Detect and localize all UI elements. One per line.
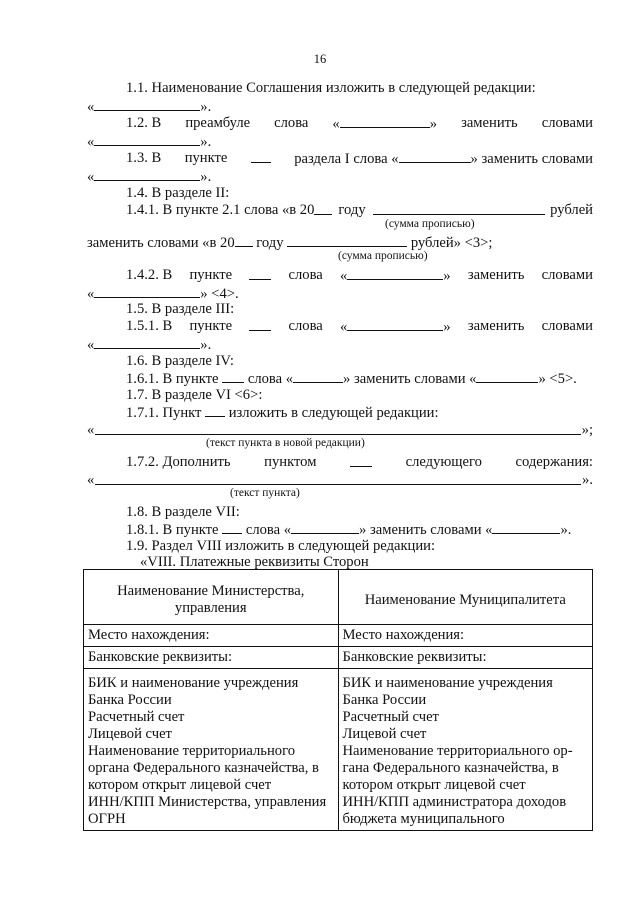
item-1-5-1-blank-line: « ». <box>87 337 212 353</box>
blank-field <box>350 453 372 467</box>
blank-field <box>94 167 200 181</box>
item-1-8-1: 1.8.1. В пункте слова « » заменить словами « ». <box>126 522 572 538</box>
item-1-4-1-word: рублей <box>550 202 593 218</box>
ministry-details-cell: БИК и наименование учреждения Банка России Расчетный счет Лицевой счет Наименование территориального органа Федерального казначейства, в котором открыт лицевой счет ИНН/КПП Министерства, управления ОГРН <box>84 669 339 831</box>
municipality-bank-cell: Банковские реквизиты: <box>338 647 593 669</box>
item-1-6-1: 1.6.1. В пункте слова « » заменить словами « » <5>. <box>126 371 577 387</box>
blank-field <box>222 520 242 534</box>
item-1-7-2-blank-line: « ». <box>87 472 593 488</box>
municipality-location-cell: Место нахождения: <box>338 625 593 647</box>
blank-field <box>340 114 430 128</box>
item-1-7-1-blank-line: « »; <box>87 422 593 438</box>
table-row <box>84 647 593 669</box>
item-1-9: 1.9. Раздел VIII изложить в следующей редакции: <box>126 538 436 554</box>
item-1-4-2-blank-line: « » <4>. <box>87 286 239 302</box>
item-1-4-1-text: 1.4.1. В пункте 2.1 слова «в 20 <box>126 202 315 218</box>
note-item-text: (текст пункта) <box>230 487 300 499</box>
blank-field <box>235 233 253 247</box>
blank-field <box>95 421 580 435</box>
blank-field <box>347 266 443 280</box>
blank-field <box>249 317 271 331</box>
item-1-2-word: слова <box>274 115 309 131</box>
quote-open: « <box>87 99 95 115</box>
blank-field <box>95 471 581 485</box>
item-1-3-word: пункте <box>184 150 228 166</box>
ministry-bank-cell: Банковские реквизиты: <box>84 647 339 669</box>
blank-field <box>399 149 471 163</box>
blank-field <box>249 266 271 280</box>
item-1-4-1-line2: заменить словами «в 20 году рублей» <3>; <box>87 235 493 251</box>
ministry-location-cell: Место нахождения: <box>84 625 339 647</box>
item-1-1 <box>126 79 593 97</box>
item-1-5: 1.5. В разделе III: <box>126 301 235 317</box>
item-1-7-1: 1.7.1. Пункт изложить в следующей редакции: <box>126 405 439 421</box>
item-1-3 <box>126 149 593 168</box>
item-1-3-rest: раздела I слова « » заменить словами <box>294 151 593 167</box>
blank-field <box>94 335 200 349</box>
item-1-4-1-word: году <box>338 202 366 218</box>
blank-field <box>314 201 332 215</box>
item-1-3-num: 1.3. В <box>126 150 162 166</box>
municipality-details-cell: БИК и наименование учреждения Банка России Расчетный счет Лицевой счет Наименование территориального ор- гана Федерального казначейства, в котором открыт лицевой счет ИНН/КПП администратора доходов бюджета муниципального <box>338 669 593 831</box>
quote-close: ». <box>200 99 212 115</box>
table-header-row <box>84 570 593 625</box>
item-1-5-1: 1.5.1. В пункте слова « » заменить словами <box>126 318 593 335</box>
quote-open: « <box>87 169 95 185</box>
page-number: 16 <box>313 52 327 66</box>
blank-field <box>347 317 443 331</box>
item-1-4-1 <box>126 201 593 219</box>
item-1-7-2: 1.7.2. Дополнить пунктом следующего содержания: <box>126 454 593 470</box>
section-title: «VIII. Платежные реквизиты Сторон <box>140 554 369 570</box>
quote-close: ». <box>200 134 212 150</box>
item-1-4: 1.4. В разделе II: <box>126 185 230 201</box>
quote-open: « <box>87 134 95 150</box>
blank-field <box>373 201 546 215</box>
blank-field <box>205 403 225 417</box>
item-1-2-word: заменить <box>461 115 518 131</box>
table-row <box>84 625 593 647</box>
municipality-header: Наименование Муниципалитета <box>338 570 593 625</box>
blank-field <box>251 149 271 163</box>
item-1-2 <box>126 114 593 133</box>
note-amount-in-words: (сумма прописью) <box>338 250 428 262</box>
item-1-2-word: преамбуле <box>185 115 251 131</box>
item-1-4-2: 1.4.2. В пункте слова « » заменить словами <box>126 267 593 284</box>
blank-field <box>293 369 343 383</box>
item-1-1-text: 1.1. Наименование Соглашения изложить в следующей редакции: <box>126 80 536 96</box>
blank-field <box>476 369 538 383</box>
table-row <box>84 669 593 831</box>
item-1-2-num: 1.2. В <box>126 115 162 131</box>
item-1-2-word: словами <box>541 115 593 131</box>
blank-field <box>287 233 407 247</box>
blank-field <box>222 369 244 383</box>
blank-field <box>492 520 560 534</box>
blank-field <box>291 520 359 534</box>
item-1-7: 1.7. В разделе VI <6>: <box>126 387 263 403</box>
note-new-text: (текст пункта в новой редакции) <box>206 437 365 449</box>
blank-field <box>94 97 200 111</box>
item-1-2-quoted-blank: « » <box>332 116 438 132</box>
ministry-header: Наименование Министерства, управления <box>84 570 339 625</box>
quote-close: ». <box>200 169 212 185</box>
item-1-6: 1.6. В разделе IV: <box>126 353 234 369</box>
payment-details-table <box>83 569 593 831</box>
blank-field <box>94 132 200 146</box>
blank-field <box>94 284 200 298</box>
item-1-8: 1.8. В разделе VII: <box>126 504 240 520</box>
note-amount-in-words: (сумма прописью) <box>385 218 475 230</box>
